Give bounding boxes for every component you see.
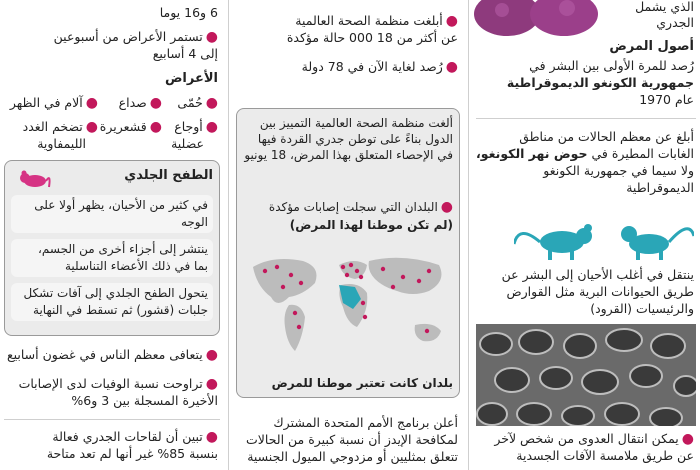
report-text: الغابات المطيرة في حوض نهر الكونغو، <box>476 146 694 161</box>
symptom-fever: ●حُمّى <box>177 95 218 111</box>
rash-heading: الطفح الجلدي <box>124 168 213 183</box>
box-text: ألغت منظمة الصحة العالمية التمييز بين <box>259 116 453 130</box>
death-rate-text: الأخيرة المسجلة بين 3 و6% <box>71 393 218 408</box>
origin-year: عام 1970 <box>639 92 694 107</box>
column-divider <box>468 0 469 470</box>
column-divider <box>228 0 229 470</box>
legend-confirmed-sub: (لم تكن موطنا لهذا المرض) <box>289 218 453 232</box>
unaids-text: تتعلق بمثليين أو مزدوجي الميول الجنسية <box>247 449 458 464</box>
world-map-box <box>236 108 460 398</box>
world-map <box>243 247 453 367</box>
symptoms-heading: الأعراض <box>164 71 218 86</box>
report-text: الديموقراطية <box>626 180 694 195</box>
caption-line: الجدري <box>656 15 694 30</box>
who-countries: ●رُصد لغاية الآن في 78 دولة <box>301 59 458 75</box>
divider <box>4 419 220 420</box>
origin-heading: أصول المرض <box>609 39 694 54</box>
death-rate-text: ●تراوحت نسبة الوفيات لدى الإصابات <box>18 376 218 392</box>
human-transmit-text: ●يمكن انتقال العدوى من شخص لآخر <box>494 431 694 447</box>
spread-column <box>232 0 464 470</box>
rash-text: جلبات (قشور) ثم تسقط في النهاية <box>33 302 208 317</box>
origin-country: جمهورية الكونغو الديموقراطية <box>506 75 694 90</box>
legend-endemic: بلدان كانت تعتبر موطنا للمرض <box>271 376 453 390</box>
transmit-text: طريق الحيوانات البرية مثل القوارض <box>506 284 694 299</box>
symptom-headache: ●صداع <box>118 95 162 111</box>
rash-text: يتحول الطفح الجلدي إلى آفات تشكل <box>23 286 208 300</box>
human-transmit-text: عن طريق ملامسة الآفات الجسدية <box>516 448 694 463</box>
box-text: الدول بناءً على توطن جدري القردة فيها <box>257 132 453 146</box>
rash-stage-2 <box>11 239 213 277</box>
duration-text: ●تستمر الأعراض من أسبوعين <box>53 29 218 45</box>
incubation-text: 6 و16 يوما <box>159 5 218 20</box>
symptom-backpain: ●آلام في الظهر <box>9 95 98 111</box>
report-text: ولا سيما في جمهورية الكونغو <box>543 163 694 178</box>
who-text: ●أبلغت منظمة الصحة العالمية <box>295 13 458 29</box>
animals-icon <box>514 214 694 262</box>
caption-line: الذي يشمل <box>635 0 694 14</box>
symptom-lymph: ●تضخم الغدد <box>22 119 98 135</box>
divider <box>476 118 696 119</box>
who-text: عن أكثر من 18 000 حالة مؤكدة <box>286 30 458 45</box>
rash-text: الوجه <box>180 214 208 229</box>
symptom-musclepain-2: عضلية <box>171 136 204 151</box>
rash-text: بما في ذلك الأعضاء التناسلية <box>64 258 208 273</box>
legend-confirmed: ●البلدان التي سجلت إصابات مؤكدة <box>268 199 453 215</box>
rash-stage-3 <box>11 283 213 321</box>
symptom-chills: ●قشعريرة <box>99 119 162 135</box>
symptoms-column <box>0 0 224 470</box>
rash-text: في كثير من الأحيان، يظهر أولا على <box>34 198 208 212</box>
origin-column <box>472 0 700 470</box>
origin-text: رُصد للمرة الأولى بين البشر في <box>529 58 694 73</box>
unaids-text: لمكافحة الإيدز أن نسبة كبيرة من الحالات <box>246 432 458 447</box>
rash-stage-1 <box>11 195 213 233</box>
box-text: في الإحصاء المتعلق بهذا المرض، 18 يونيو <box>244 148 453 162</box>
vaccine-text: بنسبة 85% غير أنها لم تعد متاحة <box>46 446 218 461</box>
rash-box <box>4 160 220 336</box>
rat-icon <box>13 169 51 189</box>
microscope-photo <box>476 324 696 426</box>
recovery-text: ●يتعافى معظم الناس في غضون أسابيع <box>6 347 218 363</box>
virus-illustration <box>472 0 600 40</box>
symptom-musclepain: ●أوجاع <box>174 119 218 135</box>
rash-text: ينتشر إلى أجزاء أخرى من الجسم، <box>38 242 208 256</box>
duration-text: إلى 4 أسابيع <box>152 46 218 61</box>
transmit-text: ينتقل في أغلب الأحيان إلى البشر عن <box>501 267 694 282</box>
vaccine-text: ●تبين أن لقاحات الجدري فعالة <box>52 429 218 445</box>
report-text: أبلغ عن معظم الحالات من مناطق <box>519 129 694 144</box>
symptom-lymph-2: الليمفاوية <box>37 136 86 151</box>
unaids-text: أعلن برنامج الأمم المتحدة المشترك <box>273 415 458 430</box>
transmit-text: والرئيسيات (القرود) <box>590 301 694 316</box>
